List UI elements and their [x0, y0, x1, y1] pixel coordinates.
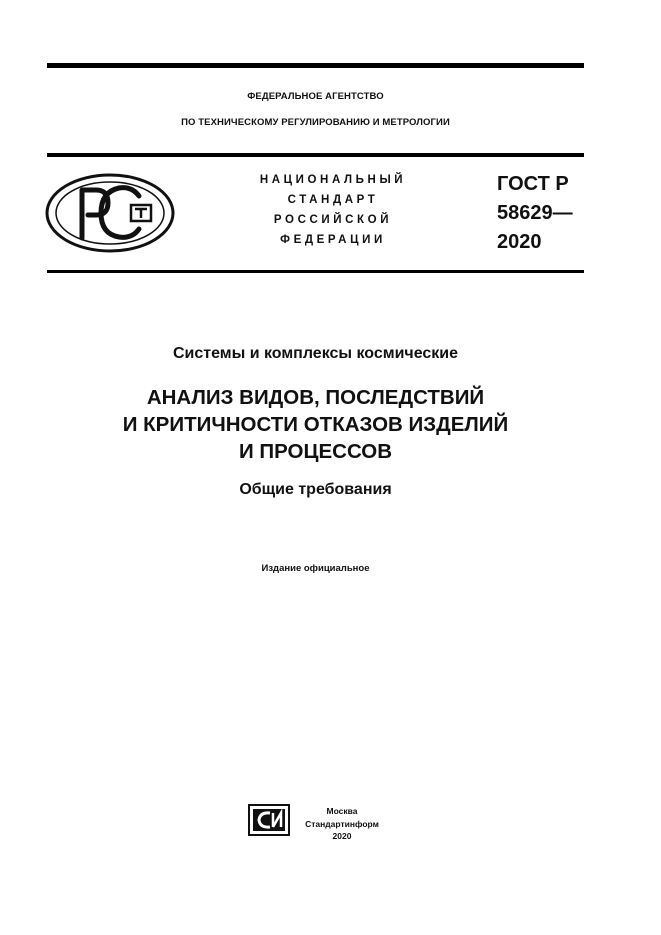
header-rule [47, 153, 584, 157]
standard-code-line: ГОСТ Р [497, 173, 569, 195]
standard-code-line: 2020 [497, 231, 542, 253]
block-bottom-rule [47, 270, 584, 273]
standard-code [497, 170, 573, 257]
top-rule [47, 63, 584, 68]
standartinform-logo-icon [248, 804, 290, 841]
document-title [47, 384, 584, 465]
national-standard-line: НАЦИОНАЛЬНЫЙ [259, 174, 407, 186]
national-standard-line: ФЕДЕРАЦИИ [280, 234, 386, 246]
document-subtitle: Общие требования [239, 481, 392, 498]
document-series: Системы и комплексы космические [172, 345, 459, 362]
gost-r-emblem-icon [44, 172, 176, 259]
edition-label: Издание официальное [261, 563, 370, 574]
document-title-line: АНАЛИЗ ВИДОВ, ПОСЛЕДСТВИЙ [146, 386, 485, 409]
agency-name-line2: ПО ТЕХНИЧЕСКОМУ РЕГУЛИРОВАНИЮ И МЕТРОЛОГИИ [181, 117, 450, 128]
publisher-name: Стандартинформ [305, 818, 379, 829]
standard-code-line: 58629— [497, 202, 573, 224]
document-title-line: И КРИТИЧНОСТИ ОТКАЗОВ ИЗДЕЛИЙ [122, 413, 509, 436]
publisher-year: 2020 [332, 831, 352, 841]
document-title-line: И ПРОЦЕССОВ [238, 440, 392, 463]
agency-name-line1: ФЕДЕРАЛЬНОЕ АГЕНТСТВО [247, 91, 384, 102]
publisher-info [300, 805, 384, 843]
publisher-city: Москва [326, 806, 358, 816]
national-standard-line: РОССИЙСКОЙ [273, 214, 393, 226]
national-standard-line: СТАНДАРТ [287, 194, 379, 206]
